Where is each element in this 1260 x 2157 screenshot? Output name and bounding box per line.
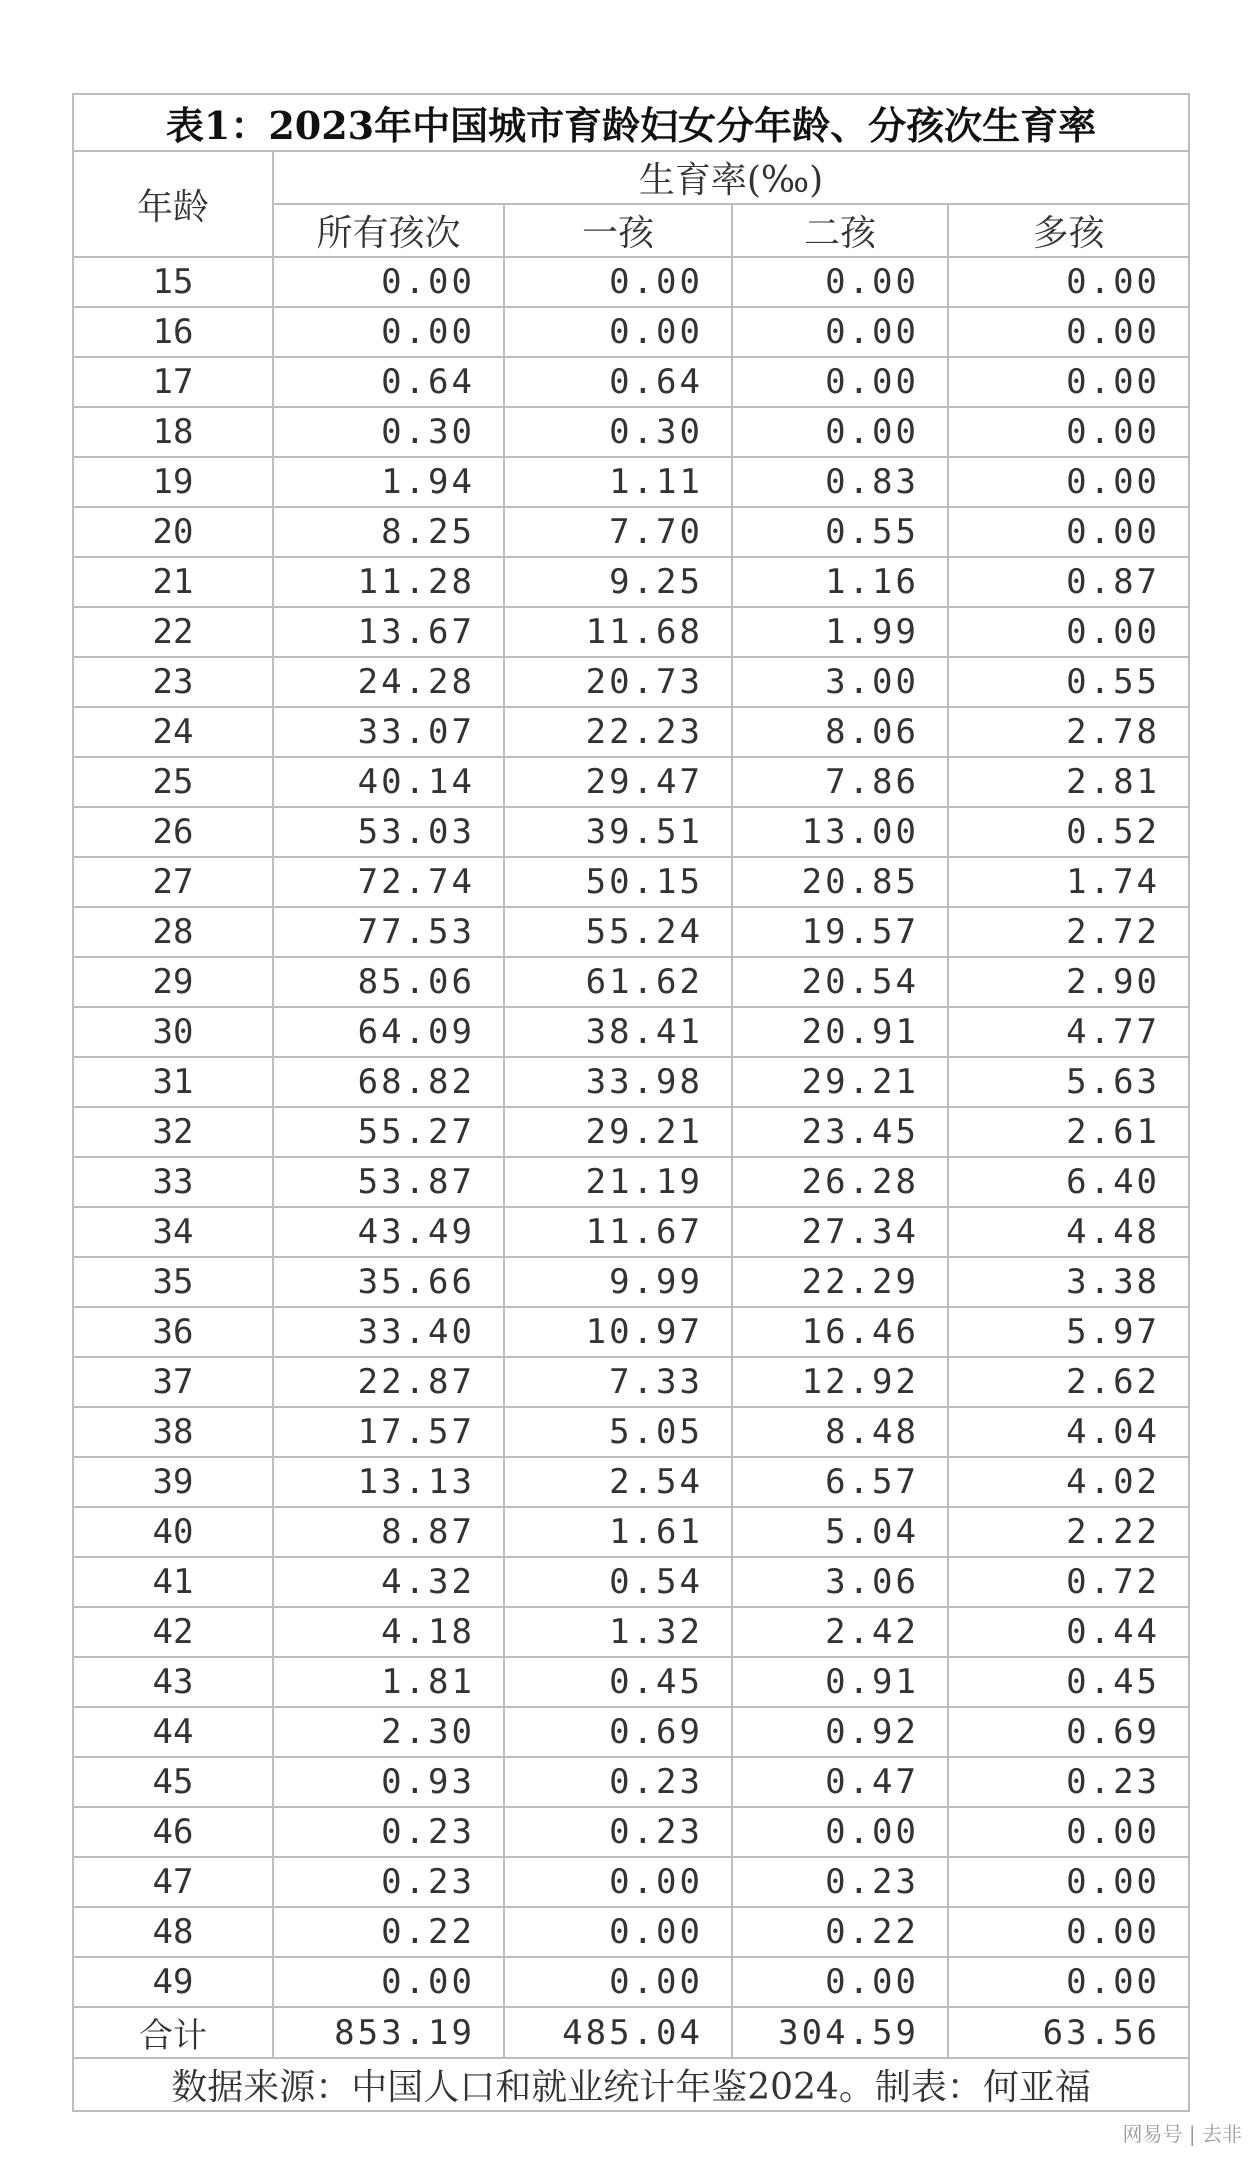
cell-first-child: 0.00 (504, 1857, 732, 1907)
cell-age: 34 (73, 1207, 273, 1257)
cell-all-births: 33.40 (273, 1307, 504, 1357)
cell-all-births: 0.00 (273, 307, 504, 357)
table-row (73, 657, 1189, 707)
cell-all-births: 55.27 (273, 1107, 504, 1157)
table-row (73, 457, 1189, 507)
cell-third-plus-child: 0.00 (948, 257, 1189, 307)
table-row (73, 257, 1189, 307)
cell-third-plus-child: 0.23 (948, 1757, 1189, 1807)
cell-third-plus-child: 5.97 (948, 1307, 1189, 1357)
table-row (73, 1007, 1189, 1057)
cell-age: 33 (73, 1157, 273, 1207)
cell-first-child: 11.68 (504, 607, 732, 657)
table-row (73, 1207, 1189, 1257)
column-header-second-child: 二孩 (732, 204, 948, 257)
cell-age: 18 (73, 407, 273, 457)
cell-second-child: 20.54 (732, 957, 948, 1007)
total-row (73, 2007, 1189, 2058)
cell-first-child: 0.23 (504, 1807, 732, 1857)
cell-all-births: 4.32 (273, 1557, 504, 1607)
cell-third-plus-child: 0.00 (948, 457, 1189, 507)
cell-first-child: 21.19 (504, 1157, 732, 1207)
cell-age: 40 (73, 1507, 273, 1557)
cell-age: 26 (73, 807, 273, 857)
cell-second-child: 26.28 (732, 1157, 948, 1207)
table-row (73, 357, 1189, 407)
cell-third-plus-child: 0.00 (948, 1957, 1189, 2007)
cell-second-child: 8.48 (732, 1407, 948, 1457)
cell-third-plus-child: 2.62 (948, 1357, 1189, 1407)
cell-third-plus-child: 0.00 (948, 1857, 1189, 1907)
cell-second-child: 0.00 (732, 357, 948, 407)
cell-third-plus-child: 0.52 (948, 807, 1189, 857)
fertility-rate-table (72, 93, 1190, 2112)
cell-first-child: 1.32 (504, 1607, 732, 1657)
cell-third-plus-child: 0.45 (948, 1657, 1189, 1707)
cell-all-births: 35.66 (273, 1257, 504, 1307)
cell-age: 27 (73, 857, 273, 907)
cell-second-child: 27.34 (732, 1207, 948, 1257)
cell-second-child: 13.00 (732, 807, 948, 857)
cell-third-plus-child: 0.00 (948, 1907, 1189, 1957)
cell-third-plus-child: 1.74 (948, 857, 1189, 907)
cell-second-child: 3.06 (732, 1557, 948, 1607)
cell-all-births: 4.18 (273, 1607, 504, 1657)
table-row (73, 1857, 1189, 1907)
table-row (73, 1257, 1189, 1307)
cell-first-child: 0.30 (504, 407, 732, 457)
source-note: 数据来源：中国人口和就业统计年鉴2024。制表：何亚福 (73, 2058, 1189, 2111)
cell-age: 38 (73, 1407, 273, 1457)
cell-second-child: 8.06 (732, 707, 948, 757)
total-first-child: 485.04 (504, 2007, 732, 2058)
cell-age: 35 (73, 1257, 273, 1307)
cell-age: 15 (73, 257, 273, 307)
cell-second-child: 23.45 (732, 1107, 948, 1157)
cell-third-plus-child: 4.04 (948, 1407, 1189, 1457)
cell-all-births: 0.00 (273, 257, 504, 307)
cell-third-plus-child: 2.22 (948, 1507, 1189, 1557)
cell-age: 43 (73, 1657, 273, 1707)
table-row (73, 507, 1189, 557)
table-row (73, 1557, 1189, 1607)
cell-age: 24 (73, 707, 273, 757)
cell-age: 42 (73, 1607, 273, 1657)
cell-third-plus-child: 0.00 (948, 357, 1189, 407)
cell-all-births: 22.87 (273, 1357, 504, 1407)
cell-second-child: 0.23 (732, 1857, 948, 1907)
cell-first-child: 0.00 (504, 257, 732, 307)
cell-first-child: 1.61 (504, 1507, 732, 1557)
table-row (73, 1457, 1189, 1507)
table-row (73, 757, 1189, 807)
cell-third-plus-child: 0.00 (948, 607, 1189, 657)
cell-third-plus-child: 0.00 (948, 307, 1189, 357)
cell-all-births: 72.74 (273, 857, 504, 907)
table-row (73, 857, 1189, 907)
cell-second-child: 12.92 (732, 1357, 948, 1407)
cell-second-child: 0.00 (732, 407, 948, 457)
cell-all-births: 1.94 (273, 457, 504, 507)
table-row (73, 1757, 1189, 1807)
cell-first-child: 61.62 (504, 957, 732, 1007)
cell-third-plus-child: 2.81 (948, 757, 1189, 807)
cell-second-child: 7.86 (732, 757, 948, 807)
cell-age: 19 (73, 457, 273, 507)
table-row (73, 407, 1189, 457)
table-row (73, 1057, 1189, 1107)
table-row (73, 907, 1189, 957)
cell-second-child: 0.92 (732, 1707, 948, 1757)
cell-third-plus-child: 0.55 (948, 657, 1189, 707)
table-row (73, 1357, 1189, 1407)
cell-first-child: 29.21 (504, 1107, 732, 1157)
cell-age: 20 (73, 507, 273, 557)
cell-all-births: 53.87 (273, 1157, 504, 1207)
cell-all-births: 40.14 (273, 757, 504, 807)
cell-first-child: 0.54 (504, 1557, 732, 1607)
cell-first-child: 0.45 (504, 1657, 732, 1707)
cell-all-births: 13.67 (273, 607, 504, 657)
cell-second-child: 1.16 (732, 557, 948, 607)
cell-first-child: 10.97 (504, 1307, 732, 1357)
cell-first-child: 50.15 (504, 857, 732, 907)
cell-third-plus-child: 2.90 (948, 957, 1189, 1007)
cell-third-plus-child: 5.63 (948, 1057, 1189, 1107)
cell-age: 47 (73, 1857, 273, 1907)
cell-third-plus-child: 3.38 (948, 1257, 1189, 1307)
cell-third-plus-child: 0.00 (948, 1807, 1189, 1857)
cell-all-births: 2.30 (273, 1707, 504, 1757)
cell-first-child: 7.70 (504, 507, 732, 557)
cell-first-child: 2.54 (504, 1457, 732, 1507)
cell-all-births: 64.09 (273, 1007, 504, 1057)
cell-first-child: 20.73 (504, 657, 732, 707)
cell-second-child: 0.22 (732, 1907, 948, 1957)
table-row (73, 1657, 1189, 1707)
cell-first-child: 0.00 (504, 307, 732, 357)
cell-all-births: 68.82 (273, 1057, 504, 1107)
cell-second-child: 0.00 (732, 257, 948, 307)
cell-age: 17 (73, 357, 273, 407)
column-header-all-births: 所有孩次 (273, 204, 504, 257)
cell-third-plus-child: 4.77 (948, 1007, 1189, 1057)
cell-third-plus-child: 2.61 (948, 1107, 1189, 1157)
cell-age: 48 (73, 1907, 273, 1957)
cell-all-births: 24.28 (273, 657, 504, 707)
table-row (73, 1107, 1189, 1157)
cell-age: 25 (73, 757, 273, 807)
cell-third-plus-child: 0.72 (948, 1557, 1189, 1607)
table-row (73, 1907, 1189, 1957)
cell-second-child: 0.83 (732, 457, 948, 507)
cell-first-child: 0.00 (504, 1957, 732, 2007)
cell-all-births: 8.87 (273, 1507, 504, 1557)
cell-age: 21 (73, 557, 273, 607)
table-row (73, 557, 1189, 607)
cell-all-births: 33.07 (273, 707, 504, 757)
cell-first-child: 38.41 (504, 1007, 732, 1057)
cell-first-child: 39.51 (504, 807, 732, 857)
table-row (73, 607, 1189, 657)
cell-all-births: 17.57 (273, 1407, 504, 1457)
table-row (73, 1407, 1189, 1457)
cell-third-plus-child: 6.40 (948, 1157, 1189, 1207)
cell-all-births: 11.28 (273, 557, 504, 607)
cell-second-child: 0.00 (732, 307, 948, 357)
table-row (73, 957, 1189, 1007)
cell-first-child: 7.33 (504, 1357, 732, 1407)
cell-third-plus-child: 0.00 (948, 407, 1189, 457)
cell-first-child: 29.47 (504, 757, 732, 807)
cell-first-child: 0.23 (504, 1757, 732, 1807)
table-title: 表1：2023年中国城市育龄妇女分年龄、分孩次生育率 (73, 94, 1189, 151)
cell-all-births: 53.03 (273, 807, 504, 857)
column-header-first-child: 一孩 (504, 204, 732, 257)
cell-third-plus-child: 2.78 (948, 707, 1189, 757)
total-all-births: 853.19 (273, 2007, 504, 2058)
cell-second-child: 22.29 (732, 1257, 948, 1307)
cell-first-child: 55.24 (504, 907, 732, 957)
cell-all-births: 8.25 (273, 507, 504, 557)
cell-all-births: 0.64 (273, 357, 504, 407)
cell-third-plus-child: 0.00 (948, 507, 1189, 557)
cell-age: 49 (73, 1957, 273, 2007)
cell-third-plus-child: 4.02 (948, 1457, 1189, 1507)
cell-age: 16 (73, 307, 273, 357)
cell-all-births: 0.23 (273, 1807, 504, 1857)
total-second-child: 304.59 (732, 2007, 948, 2058)
cell-second-child: 3.00 (732, 657, 948, 707)
cell-first-child: 0.69 (504, 1707, 732, 1757)
table-row (73, 1957, 1189, 2007)
table-row (73, 807, 1189, 857)
watermark: 网易号 | 去非 (1122, 2122, 1242, 2146)
cell-age: 22 (73, 607, 273, 657)
cell-age: 39 (73, 1457, 273, 1507)
cell-all-births: 0.30 (273, 407, 504, 457)
cell-age: 36 (73, 1307, 273, 1357)
cell-age: 29 (73, 957, 273, 1007)
cell-all-births: 0.00 (273, 1957, 504, 2007)
cell-second-child: 29.21 (732, 1057, 948, 1107)
cell-all-births: 0.93 (273, 1757, 504, 1807)
cell-age: 32 (73, 1107, 273, 1157)
table-row (73, 1607, 1189, 1657)
cell-first-child: 0.00 (504, 1907, 732, 1957)
cell-age: 41 (73, 1557, 273, 1607)
table-row (73, 707, 1189, 757)
cell-age: 28 (73, 907, 273, 957)
cell-third-plus-child: 0.87 (948, 557, 1189, 607)
column-header-third-plus-child: 多孩 (948, 204, 1189, 257)
cell-first-child: 0.64 (504, 357, 732, 407)
age-column-header: 年龄 (73, 151, 273, 257)
cell-third-plus-child: 2.72 (948, 907, 1189, 957)
cell-second-child: 0.00 (732, 1807, 948, 1857)
cell-all-births: 77.53 (273, 907, 504, 957)
cell-first-child: 9.99 (504, 1257, 732, 1307)
cell-age: 31 (73, 1057, 273, 1107)
cell-second-child: 19.57 (732, 907, 948, 957)
cell-age: 44 (73, 1707, 273, 1757)
table-row (73, 1307, 1189, 1357)
cell-first-child: 33.98 (504, 1057, 732, 1107)
cell-all-births: 85.06 (273, 957, 504, 1007)
cell-age: 30 (73, 1007, 273, 1057)
cell-second-child: 0.47 (732, 1757, 948, 1807)
cell-first-child: 22.23 (504, 707, 732, 757)
cell-age: 46 (73, 1807, 273, 1857)
cell-first-child: 11.67 (504, 1207, 732, 1257)
cell-age: 23 (73, 657, 273, 707)
table-row (73, 1157, 1189, 1207)
cell-age: 37 (73, 1357, 273, 1407)
cell-second-child: 6.57 (732, 1457, 948, 1507)
cell-third-plus-child: 4.48 (948, 1207, 1189, 1257)
cell-all-births: 13.13 (273, 1457, 504, 1507)
table-row (73, 1707, 1189, 1757)
table-row (73, 1507, 1189, 1557)
cell-age: 45 (73, 1757, 273, 1807)
fertility-rate-group-header: 生育率(‰) (273, 151, 1189, 204)
cell-all-births: 43.49 (273, 1207, 504, 1257)
cell-second-child: 2.42 (732, 1607, 948, 1657)
cell-second-child: 5.04 (732, 1507, 948, 1557)
cell-first-child: 1.11 (504, 457, 732, 507)
cell-second-child: 1.99 (732, 607, 948, 657)
table-row (73, 1807, 1189, 1857)
cell-all-births: 1.81 (273, 1657, 504, 1707)
cell-second-child: 20.91 (732, 1007, 948, 1057)
cell-third-plus-child: 0.44 (948, 1607, 1189, 1657)
cell-second-child: 0.91 (732, 1657, 948, 1707)
cell-second-child: 16.46 (732, 1307, 948, 1357)
cell-all-births: 0.22 (273, 1907, 504, 1957)
cell-first-child: 5.05 (504, 1407, 732, 1457)
cell-second-child: 0.00 (732, 1957, 948, 2007)
table-row (73, 307, 1189, 357)
total-label: 合计 (73, 2007, 273, 2058)
cell-second-child: 20.85 (732, 857, 948, 907)
cell-first-child: 9.25 (504, 557, 732, 607)
cell-third-plus-child: 0.69 (948, 1707, 1189, 1757)
total-third-plus-child: 63.56 (948, 2007, 1189, 2058)
cell-all-births: 0.23 (273, 1857, 504, 1907)
cell-second-child: 0.55 (732, 507, 948, 557)
